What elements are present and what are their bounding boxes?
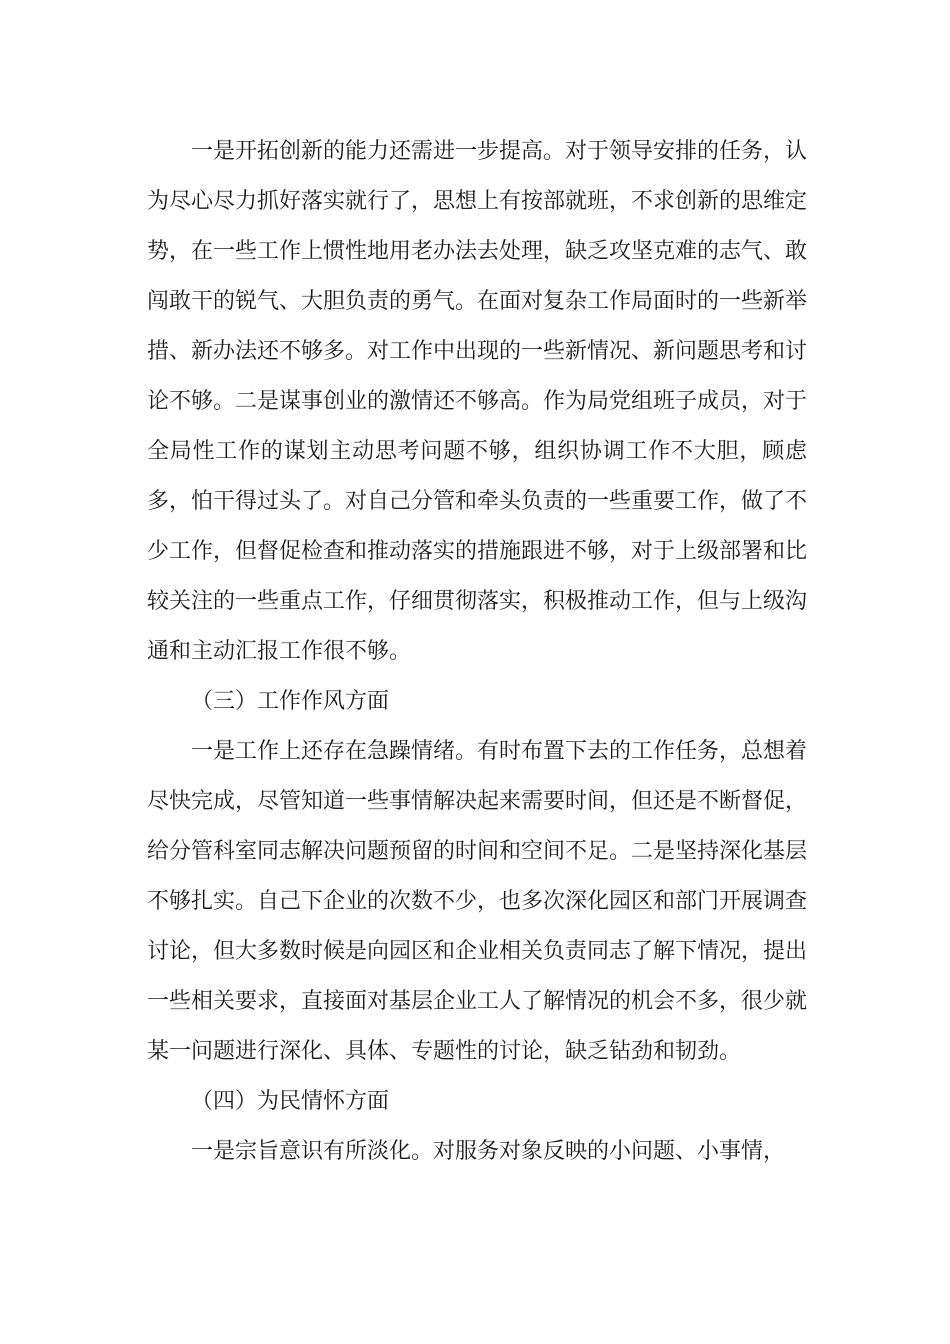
paragraph-work-style: 一是工作上还存在急躁情绪。有时布置下去的工作任务，总想着尽快完成，尽管知道一些事情解决起来需要时间，但还是不断督促，给分管科室同志解决问题预留的时间和空间不足。二是坚持深化基层不够扎实。自己下企业的次数不少，也多次深化园区和部门开展调查讨论，但大多数时候是向园区和企业相关负责同志了解下情况，提出一些相关要求，直接面对基层企业工人了解情况的机会不多，很少就某一问题进行深化、具体、专题性的讨论，缺乏钻劲和韧劲。: [147, 739, 808, 1064]
section-heading-work-style: （三）工作作风方面: [191, 689, 390, 714]
paragraph-people: 一是宗旨意识有所淡化。对服务对象反映的小问题、小事情，: [191, 1139, 786, 1164]
section-heading-people: （四）为民情怀方面: [191, 1089, 390, 1114]
document-body: [147, 127, 807, 1177]
paragraph-innovation: 一是开拓创新的能力还需进一步提高。对于领导安排的任务，认为尽心尽力抓好落实就行了，思想上有按部就班，不求创新的思维定势，在一些工作上惯性地用老办法去处理，缺乏攻坚克难的志气、敢闯敢干的锐气、大胆负责的勇气。在面对复杂工作局面时的一些新举措、新办法还不够多。对工作中出现的一些新情况、新问题思考和讨论不够。二是谋事创业的激情还不够高。作为局党组班子成员，对于全局性工作的谋划主动思考问题不够，组织协调工作不大胆，顾虑多，怕干得过头了。对自己分管和牵头负责的一些重要工作，做了不少工作，但督促检查和推动落实的措施跟进不够，对于上级部署和比较关注的一些重点工作，仔细贯彻落实，积极推动工作，但与上级沟通和主动汇报工作很不够。: [147, 139, 808, 664]
